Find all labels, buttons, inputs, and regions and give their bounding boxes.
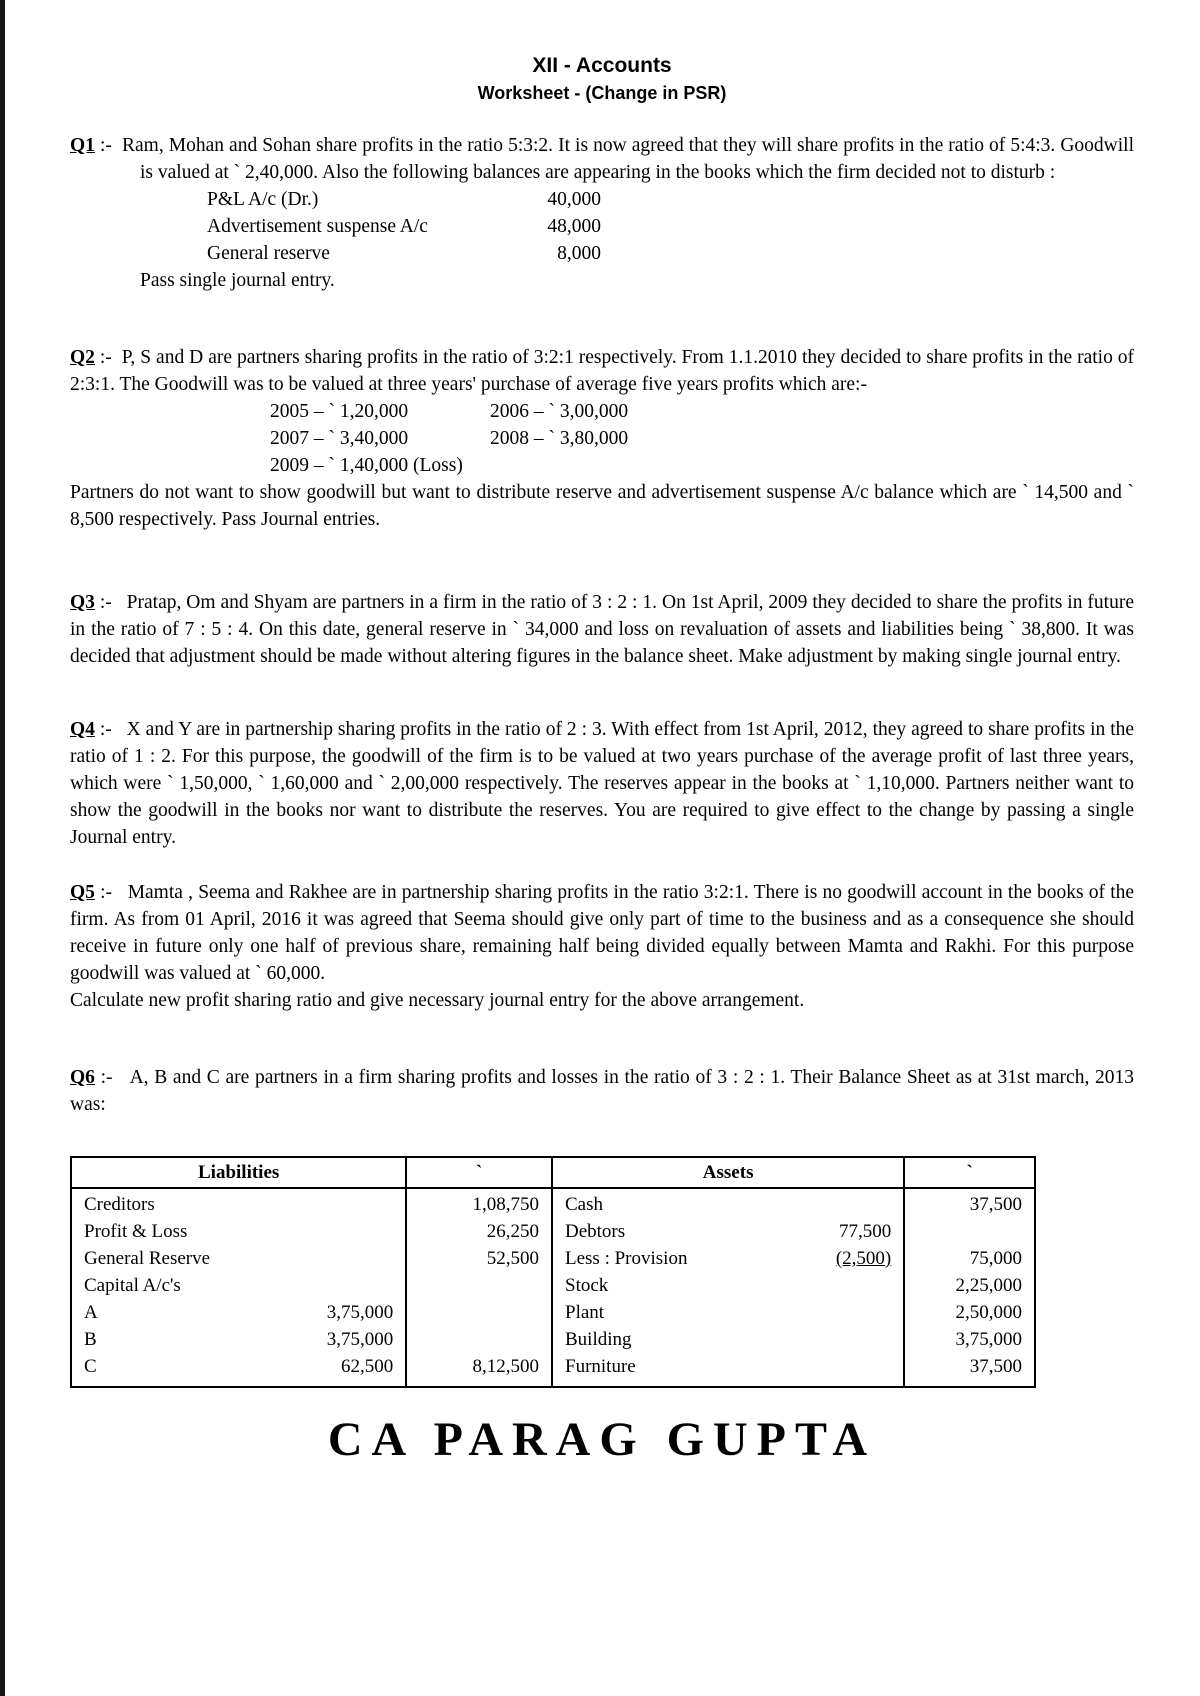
- balance-item: [207, 240, 601, 267]
- asset-name: Furniture: [565, 1356, 636, 1377]
- question-5: [70, 879, 1134, 1014]
- liability-name: C: [84, 1356, 97, 1377]
- question-2-separator: :-: [99, 347, 112, 368]
- asset-amount: [917, 1218, 1022, 1245]
- liability-row: [84, 1191, 393, 1218]
- assets-amount-body: [905, 1189, 1034, 1386]
- balance-sheet-table: [70, 1156, 1036, 1388]
- asset-amount: 37,500: [969, 1194, 1022, 1215]
- profit-year-value: 2009 – ` 1,40,000 (Loss): [270, 455, 463, 476]
- liability-row: [84, 1299, 393, 1326]
- question-2-paragraph: [70, 344, 1134, 398]
- balance-item-name: General reserve: [207, 243, 330, 264]
- question-6-separator: :-: [100, 1067, 113, 1088]
- balance-item-amount: 48,000: [547, 216, 601, 237]
- question-5-label: Q5: [70, 882, 95, 903]
- liabilities-amount-header: `: [407, 1158, 551, 1189]
- brand-footer: CA PARAG GUPTA: [327, 1413, 877, 1466]
- liabilities-amount-column: [405, 1158, 551, 1386]
- liability-name: Creditors: [84, 1194, 155, 1215]
- question-4-separator: :-: [99, 719, 112, 740]
- asset-name: Cash: [565, 1194, 603, 1215]
- liability-row: [84, 1245, 393, 1272]
- liability-row: [84, 1272, 393, 1299]
- question-3-text: Pratap, Om and Shyam are partners in a firm in the ratio of 3 : 2 : 1. On 1st April, 2009 they decided to share the profits in future in the ratio of 7 : 5 : 4. On this date, general reserve in ` 34,000 and loss on revaluation of assets and liabilities being ` 38,800. It was decided that adjustment should be made without altering figures in the balance sheet. Make adjustment by making single journal entry.: [70, 592, 1134, 667]
- asset-row: [565, 1299, 891, 1326]
- assets-column: [551, 1158, 903, 1386]
- balance-item-name: Advertisement suspense A/c: [207, 216, 428, 237]
- question-5-text: Mamta , Seema and Rakhee are in partnership sharing profits in the ratio 3:2:1. There is no goodwill account in the books of the firm. As from 01 April, 2016 it was agreed that Seema should give only part of time to the business and as a consequence she should receive in future only one half of previous share, remaining half being divided equally between Mamta and Rakhi. For this purpose goodwill was valued at ` 60,000.: [70, 882, 1135, 984]
- liabilities-column: [72, 1158, 405, 1386]
- balance-item: [207, 186, 601, 213]
- question-1-label: Q1: [70, 135, 95, 156]
- asset-amount: 2,25,000: [955, 1275, 1022, 1296]
- asset-row: [565, 1353, 891, 1380]
- question-4-text: X and Y are in partnership sharing profits in the ratio of 2 : 3. With effect from 1st April, 2012, they agreed to share profits in the ratio of 1 : 2. For this purpose, the goodwill of the firm is to be valued at two years purchase of the average profit of last three years, which were ` 1,50,000, ` 1,60,000 and ` 2,00,000 respectively. The reserves appear in the books at ` 1,10,000. Partners neither want to show the goodwill in the books nor want to distribute the reserves. You are required to give effect to the change by passing a single Journal entry.: [70, 719, 1135, 848]
- assets-body: [553, 1189, 903, 1386]
- liabilities-amount-body: [407, 1189, 551, 1386]
- question-5-separator: :-: [100, 882, 113, 903]
- liability-amount: [419, 1299, 539, 1326]
- asset-name: Plant: [565, 1302, 605, 1323]
- liabilities-body: [72, 1189, 405, 1386]
- asset-row: [565, 1191, 891, 1218]
- asset-amount: 37,500: [969, 1356, 1022, 1377]
- question-6: [70, 1064, 1134, 1118]
- liability-name: B: [84, 1329, 97, 1350]
- question-1-closing: Pass single journal entry.: [140, 270, 335, 291]
- liability-amount: 52,500: [486, 1248, 539, 1269]
- liability-sub-amount: 3,75,000: [326, 1329, 394, 1350]
- question-6-label: Q6: [70, 1067, 95, 1088]
- liability-sub-amount: 62,500: [341, 1356, 394, 1377]
- asset-amount: 3,75,000: [955, 1329, 1022, 1350]
- question-1: [70, 132, 1134, 294]
- asset-row: [565, 1245, 891, 1272]
- asset-name: Stock: [565, 1275, 609, 1296]
- question-6-paragraph: [70, 1064, 1134, 1118]
- profit-year-value: 2008 – ` 3,80,000: [490, 428, 629, 449]
- liability-amount: 1,08,750: [472, 1194, 539, 1215]
- liability-row: [84, 1326, 393, 1353]
- asset-row: [565, 1326, 891, 1353]
- liability-amount: 26,250: [486, 1221, 539, 1242]
- liability-amount: [419, 1272, 539, 1299]
- liability-sub-amount: 3,75,000: [326, 1302, 394, 1323]
- profit-year-value: 2005 – ` 1,20,000: [270, 401, 409, 422]
- liability-row: [84, 1353, 393, 1380]
- question-4-paragraph: [70, 716, 1134, 851]
- profit-year-row: [270, 452, 1134, 479]
- question-2-text: P, S and D are partners sharing profits in the ratio of 3:2:1 respectively. From 1.1.2010 they decided to share profits in the ratio of 2:3:1. The Goodwill was to be valued at three years' purchase of average five years profits which are:-: [70, 347, 1135, 395]
- page-subtitle: Worksheet - (Change in PSR): [477, 83, 727, 103]
- assets-header: Assets: [553, 1158, 903, 1189]
- liability-amount: 8,12,500: [472, 1356, 539, 1377]
- question-3: [70, 589, 1134, 670]
- asset-sub-amount-underlined: (2,500): [835, 1248, 892, 1269]
- question-1-paragraph: [70, 132, 1134, 186]
- question-5-paragraph: [70, 879, 1134, 987]
- profit-year-value: 2006 – ` 3,00,000: [490, 401, 629, 422]
- question-1-text: Ram, Mohan and Sohan share profits in the ratio 5:3:2. It is now agreed that they will share profits in the ratio of 5:4:3. Goodwill is valued at ` 2,40,000. Also the following balances are appearing in the books which the firm decided not to disturb :: [122, 135, 1135, 183]
- asset-name: Less : Provision: [565, 1248, 688, 1269]
- liabilities-header: Liabilities: [72, 1158, 405, 1189]
- asset-sub-amount: 77,500: [839, 1221, 892, 1242]
- profit-year-row: [270, 398, 1134, 425]
- question-2-label: Q2: [70, 347, 95, 368]
- question-2: [70, 344, 1134, 533]
- liability-row: [84, 1218, 393, 1245]
- asset-amount: 75,000: [969, 1248, 1022, 1269]
- assets-amount-header: `: [905, 1158, 1034, 1189]
- question-2-profit-years: [270, 398, 1134, 479]
- balance-item-amount: 40,000: [547, 189, 601, 210]
- balance-item-amount: 8,000: [557, 243, 601, 264]
- page-title: XII - Accounts: [532, 54, 672, 77]
- question-1-separator: :-: [99, 135, 112, 156]
- assets-amount-column: [903, 1158, 1034, 1386]
- question-3-label: Q3: [70, 592, 95, 613]
- liability-amount: [419, 1326, 539, 1353]
- question-4: [70, 716, 1134, 851]
- profit-year-value: 2007 – ` 3,40,000: [270, 428, 409, 449]
- asset-name: Debtors: [565, 1221, 626, 1242]
- liability-name: General Reserve: [84, 1248, 211, 1269]
- liability-name: Capital A/c's: [84, 1275, 181, 1296]
- question-3-separator: :-: [99, 592, 112, 613]
- balance-item: [207, 213, 601, 240]
- question-4-label: Q4: [70, 719, 95, 740]
- profit-year-row: [270, 425, 1134, 452]
- question-2-closing: Partners do not want to show goodwill but want to distribute reserve and advertisement suspense A/c balance which are ` 14,500 and ` 8,500 respectively. Pass Journal entries.: [70, 482, 1134, 530]
- asset-row: [565, 1218, 891, 1245]
- asset-amount: 2,50,000: [955, 1302, 1022, 1323]
- question-6-text: A, B and C are partners in a firm sharing profits and losses in the ratio of 3 : 2 : 1. Their Balance Sheet as at 31st march, 2013 was:: [70, 1067, 1135, 1115]
- balance-item-name: P&L A/c (Dr.): [207, 189, 319, 210]
- asset-name: Building: [565, 1329, 632, 1350]
- liability-name: Profit & Loss: [84, 1221, 188, 1242]
- question-5-closing: Calculate new profit sharing ratio and give necessary journal entry for the above arrangement.: [70, 990, 805, 1011]
- question-3-paragraph: [70, 589, 1134, 670]
- asset-row: [565, 1272, 891, 1299]
- liability-name: A: [84, 1302, 98, 1323]
- scan-edge-line: [0, 0, 5, 1696]
- question-1-balance-list: [207, 186, 601, 267]
